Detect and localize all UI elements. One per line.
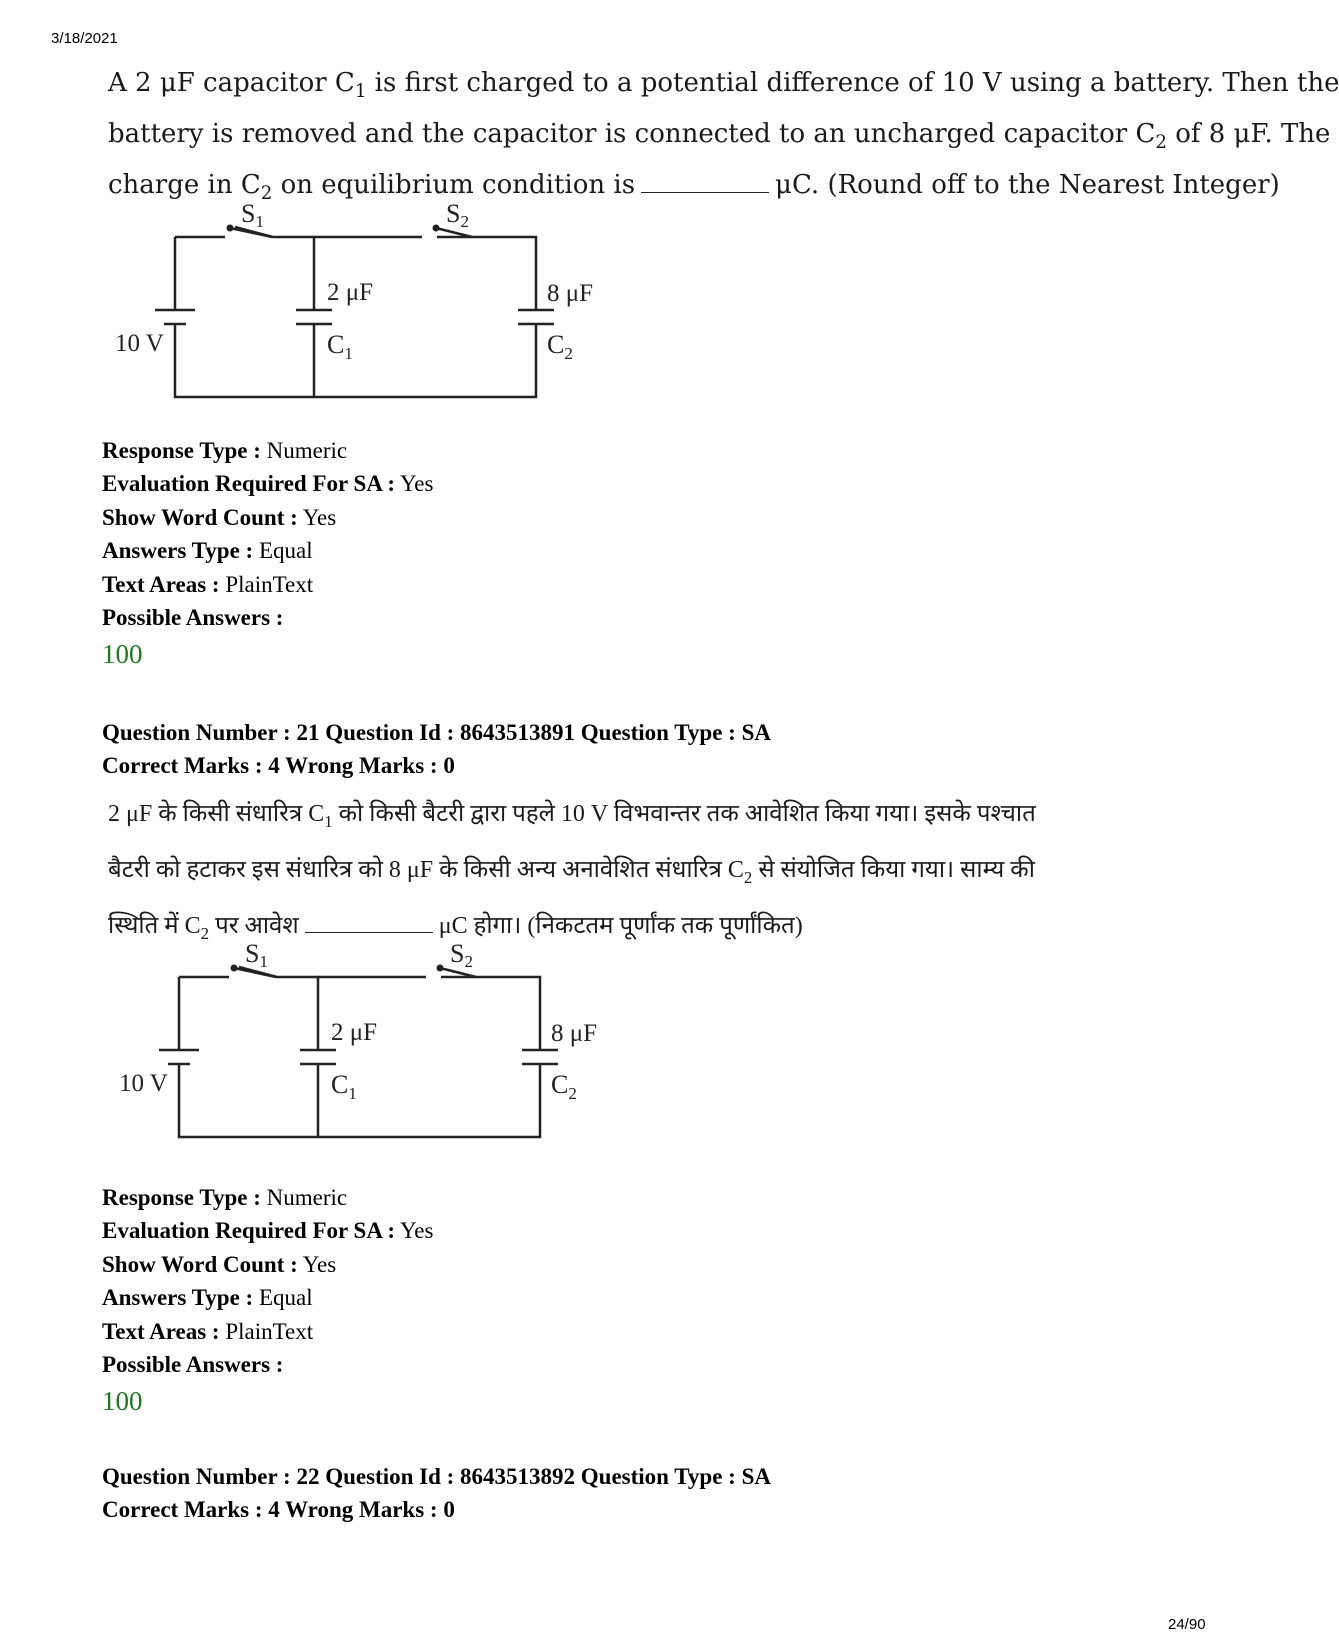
circuit-diagram [110, 200, 630, 415]
switch-s2-pivot [433, 225, 440, 232]
question-21-heading [102, 716, 771, 782]
text-areas-row: Text Areas : PlainText [102, 1318, 314, 1344]
question-22-heading [102, 1460, 771, 1526]
answer-blank [305, 931, 433, 933]
question-text-line: स्थिति में $C_2$ पर आवेश μC होगा। (निकटतम पूर्णांक तक पूर्णांकित) [108, 912, 803, 943]
word-count-row: Show Word Count : Yes [102, 1251, 337, 1277]
battery-voltage-label: 10 V [119, 1070, 168, 1097]
response-type-row: Response Type : Numeric [102, 1185, 348, 1210]
c2-value-label: 8 μF [547, 280, 594, 307]
question-text-line: A 2 μF capacitor $C_1$ is first charged to a potential difference of 10 V using a battery. Then the [108, 68, 1339, 103]
question-info: Question Number : 21 Question Id : 8643513891 Question Type : SA [102, 720, 771, 745]
switch-s2-pivot [437, 965, 444, 972]
answers-type-row: Answers Type : Equal [102, 538, 313, 564]
possible-answer-value: 100 [102, 1386, 143, 1417]
possible-answers-row: Possible Answers : [102, 605, 284, 631]
question-info: Question Number : 22 Question Id : 8643513892 Question Type : SA [102, 1464, 771, 1489]
c1-value-label: 2 μF [327, 279, 374, 306]
switch-s1-label: S1 [241, 199, 264, 231]
switch-s1-pivot [227, 225, 234, 232]
answer-blank [641, 191, 769, 193]
question-marks: Correct Marks : 4 Wrong Marks : 0 [102, 1497, 455, 1522]
possible-answer-value: 100 [102, 639, 143, 670]
c1-label: $C_1$ [327, 330, 353, 363]
possible-answers-row: Possible Answers : [102, 1352, 284, 1378]
question-marks: Correct Marks : 4 Wrong Marks : 0 [102, 753, 455, 778]
circuit-diagram [114, 940, 634, 1155]
switch-s2-label: S2 [446, 199, 469, 231]
c2-label: $C_2$ [551, 1070, 577, 1103]
question-text-line: 2 μF के किसी संधारित्र $C_1$ को किसी बैटरी द्वारा पहले 10 V विभवान्तर तक आवेशित किया गया। इसके पश्चात [108, 801, 1036, 831]
question-20-text [108, 62, 1339, 216]
switch-s2-label: S2 [450, 939, 473, 971]
switch-s1-label: S1 [245, 939, 268, 971]
page-date: 3/18/2021 [51, 30, 118, 47]
question-text-line: बैटरी को हटाकर इस संधारित्र को 8 μF के किसी अन्य अनावेशित संधारित्र $C_2$ से संयोजित किया गया। साम्य की [108, 856, 1035, 887]
question-text-line: battery is removed and the capacitor is connected to an uncharged capacitor $C_2$ of 8 μF. The [108, 119, 1331, 154]
c1-value-label: 2 μF [331, 1019, 378, 1046]
battery-voltage-label: 10 V [115, 330, 164, 357]
c2-label: $C_2$ [547, 330, 573, 363]
c2-value-label: 8 μF [551, 1020, 598, 1047]
question-20-meta [102, 434, 433, 672]
evaluation-row: Evaluation Required For SA : Yes [102, 1218, 434, 1244]
question-text-line: charge in $C_2$ on equilibrium condition is μC. (Round off to the Nearest Integer) [108, 170, 1280, 205]
c1-label: $C_1$ [331, 1070, 357, 1103]
answers-type-row: Answers Type : Equal [102, 1285, 313, 1311]
question-21-text [108, 790, 1188, 957]
evaluation-row: Evaluation Required For SA : Yes [102, 471, 434, 497]
switch-s1-pivot [231, 965, 238, 972]
page-number: 24/90 [1168, 1616, 1206, 1633]
response-type-row: Response Type : Numeric [102, 438, 348, 463]
question-21-meta [102, 1181, 433, 1419]
word-count-row: Show Word Count : Yes [102, 504, 337, 530]
text-areas-row: Text Areas : PlainText [102, 571, 314, 597]
